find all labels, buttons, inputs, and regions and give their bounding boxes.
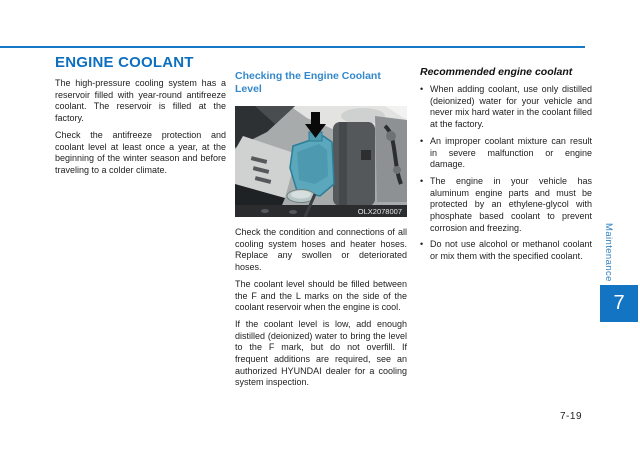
header-rule <box>0 46 585 48</box>
paragraph: The high-pressure cooling system has a reservoir filled with year-round antifreeze coolant. The reservoir is filled at the factory. <box>55 78 226 124</box>
coolant-reservoir-figure <box>235 106 407 217</box>
paragraph: The coolant level should be filled between the F and the L marks on the side of the coolant reservoir when the engine is cool. <box>235 278 407 313</box>
page-number: 7-19 <box>560 411 583 422</box>
paragraph: Check the antifreeze protection and coolant level at least once a year, at the beginning of the winter season and before traveling to a colder climate. <box>55 129 226 175</box>
paragraph: If the coolant level is low, add enough distilled (deionized) water to bring the level to the F mark, but do not overfill. If frequent additions are required, see an authorized HYUNDAI dealer for a cooling system inspection. <box>235 318 407 388</box>
bullet-icon: • <box>420 175 424 186</box>
middle-column <box>235 70 407 394</box>
chapter-number-badge: 7 <box>600 285 638 322</box>
bullet-text: An improper coolant mixture can result in severe malfunction or engine damage. <box>430 135 592 170</box>
page-title: ENGINE COOLANT <box>55 54 194 71</box>
bullet-item <box>420 84 592 131</box>
section-heading: Checking the Engine Coolant Level <box>235 70 381 95</box>
bullet-icon: • <box>420 135 424 146</box>
bullet-icon: • <box>420 239 424 250</box>
bullet-item <box>420 136 592 171</box>
bullet-icon: • <box>420 84 424 94</box>
bullet-item <box>420 239 592 262</box>
left-column <box>55 54 226 182</box>
right-column <box>420 66 592 268</box>
figure-label: OLX2078007 <box>357 207 402 216</box>
bullet-item <box>420 176 592 235</box>
chapter-tab-label: Maintenance <box>603 223 614 282</box>
engine-bay-illustration <box>235 106 407 217</box>
paragraph: Check the condition and connections of all cooling system hoses and heater hoses. Replace any swollen or deteriorated hoses. <box>235 227 407 273</box>
bullet-text: The engine in your vehicle has aluminum engine parts and must be protected by an ethylene-glycol with phosphate based coolant to prevent corrosion and freezing. <box>430 175 592 233</box>
bullet-text: Do not use alcohol or methanol coolant or mix them with the specified coolant. <box>430 239 592 262</box>
bullet-text: When adding coolant, use only distilled (deionized) water for your vehicle and never mix hard water in the coolant filled at the factory. <box>430 84 592 130</box>
sub-heading: Recommended engine coolant <box>420 66 573 78</box>
